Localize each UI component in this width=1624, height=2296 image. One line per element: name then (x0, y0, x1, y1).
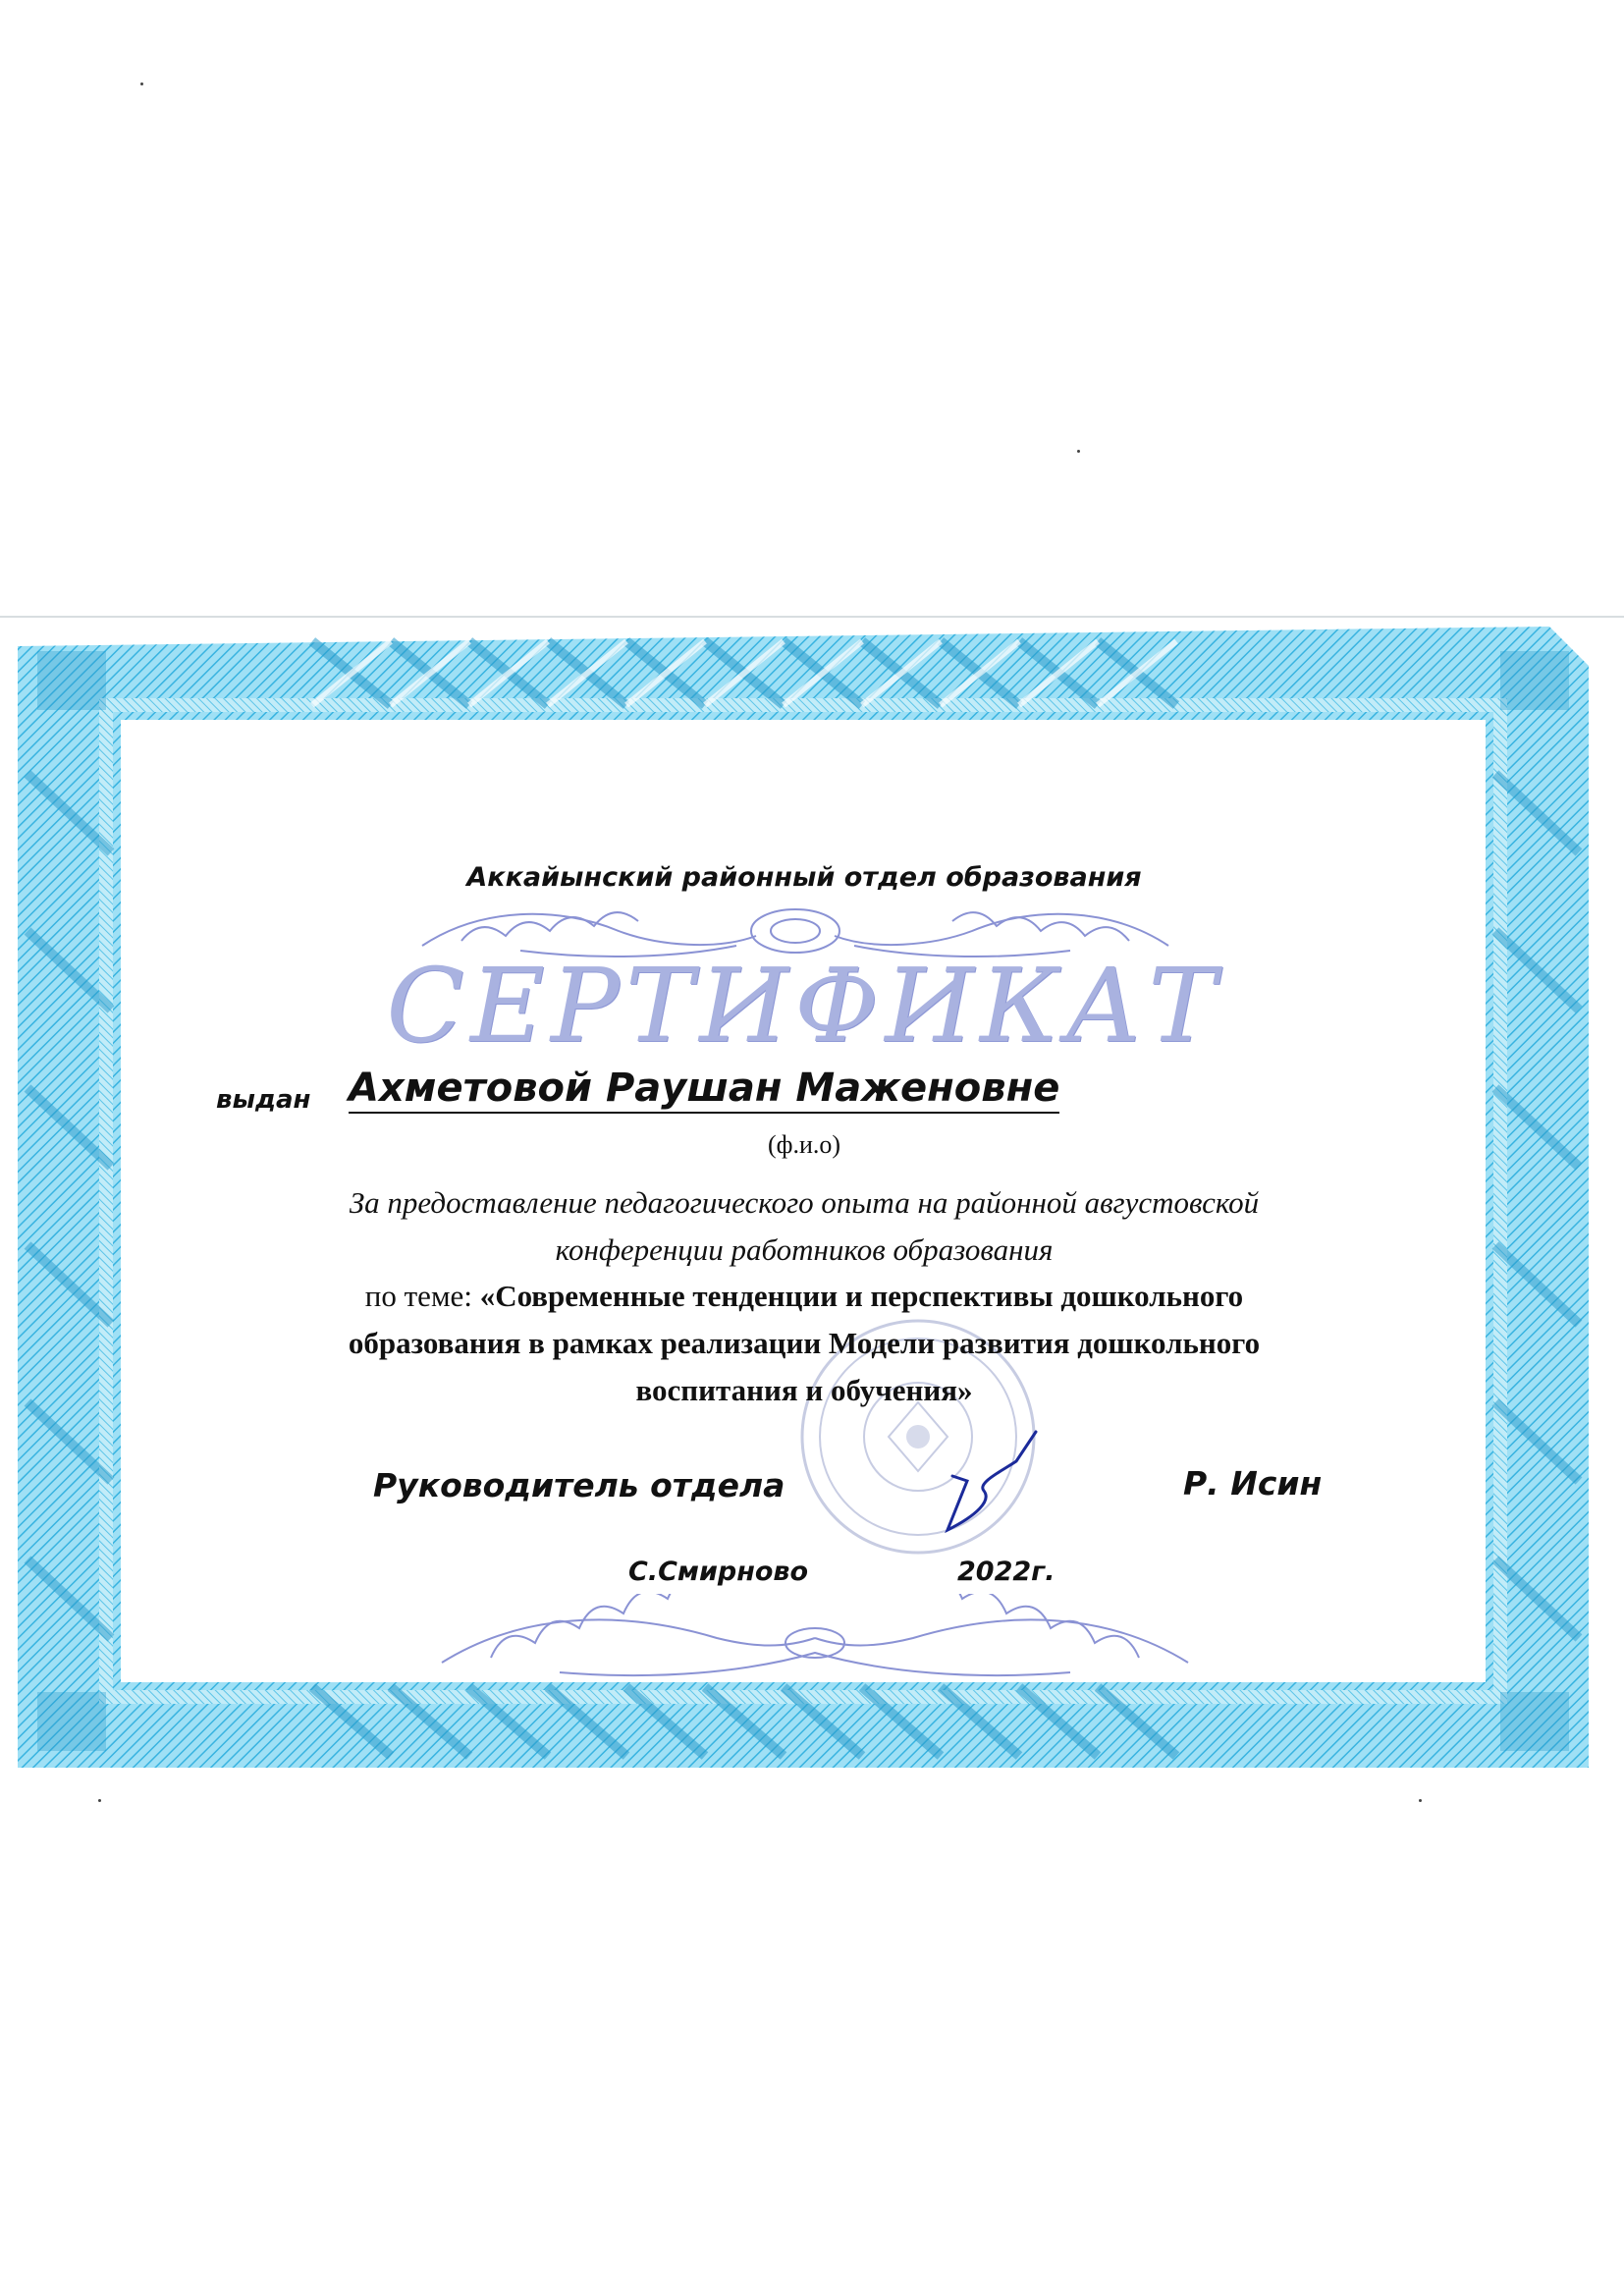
scan-edge (0, 616, 1624, 618)
scan-speck (1419, 1799, 1422, 1802)
issue-place: С.Смирново (628, 1557, 809, 1587)
scan-speck (140, 82, 143, 85)
issued-row (216, 1066, 1394, 1124)
head-label: Руководитель отдела (373, 1466, 785, 1504)
signature (923, 1422, 1051, 1540)
recipient-name: Ахметовой Раушан Маженовне (349, 1066, 1059, 1114)
topic-line (128, 1367, 1481, 1414)
reason-line: За предоставление педагогического опыта на районной августовской (349, 1185, 1260, 1220)
topic-text: «Современные тенденции и перспективы дошкольного (479, 1279, 1244, 1313)
fio-caption: (ф.и.о) (768, 1130, 841, 1159)
topic-text: образования в рамках реализации Модели развития дошкольного (348, 1326, 1261, 1360)
ornament-bottom (422, 1594, 1208, 1682)
topic-text: воспитания и обучения» (635, 1373, 973, 1407)
scan-speck (98, 1799, 101, 1802)
issued-label: выдан (216, 1085, 311, 1115)
scan-speck (1077, 450, 1080, 453)
certificate-body (128, 715, 1481, 1682)
issue-year: 2022г. (957, 1557, 1056, 1587)
topic-line (128, 1320, 1481, 1367)
reason-line: конференции работников образования (555, 1232, 1054, 1267)
certificate-title: СЕРТИФИКАТ (386, 946, 1222, 1066)
certificate (18, 627, 1589, 1768)
topic-line (128, 1273, 1481, 1320)
topic-prefix: по теме: (364, 1279, 480, 1313)
award-reason (128, 1179, 1481, 1274)
head-name: Р. Исин (1183, 1464, 1323, 1503)
organization-name: Аккайынский районный отдел образования (466, 862, 1142, 893)
award-topic (128, 1273, 1481, 1414)
